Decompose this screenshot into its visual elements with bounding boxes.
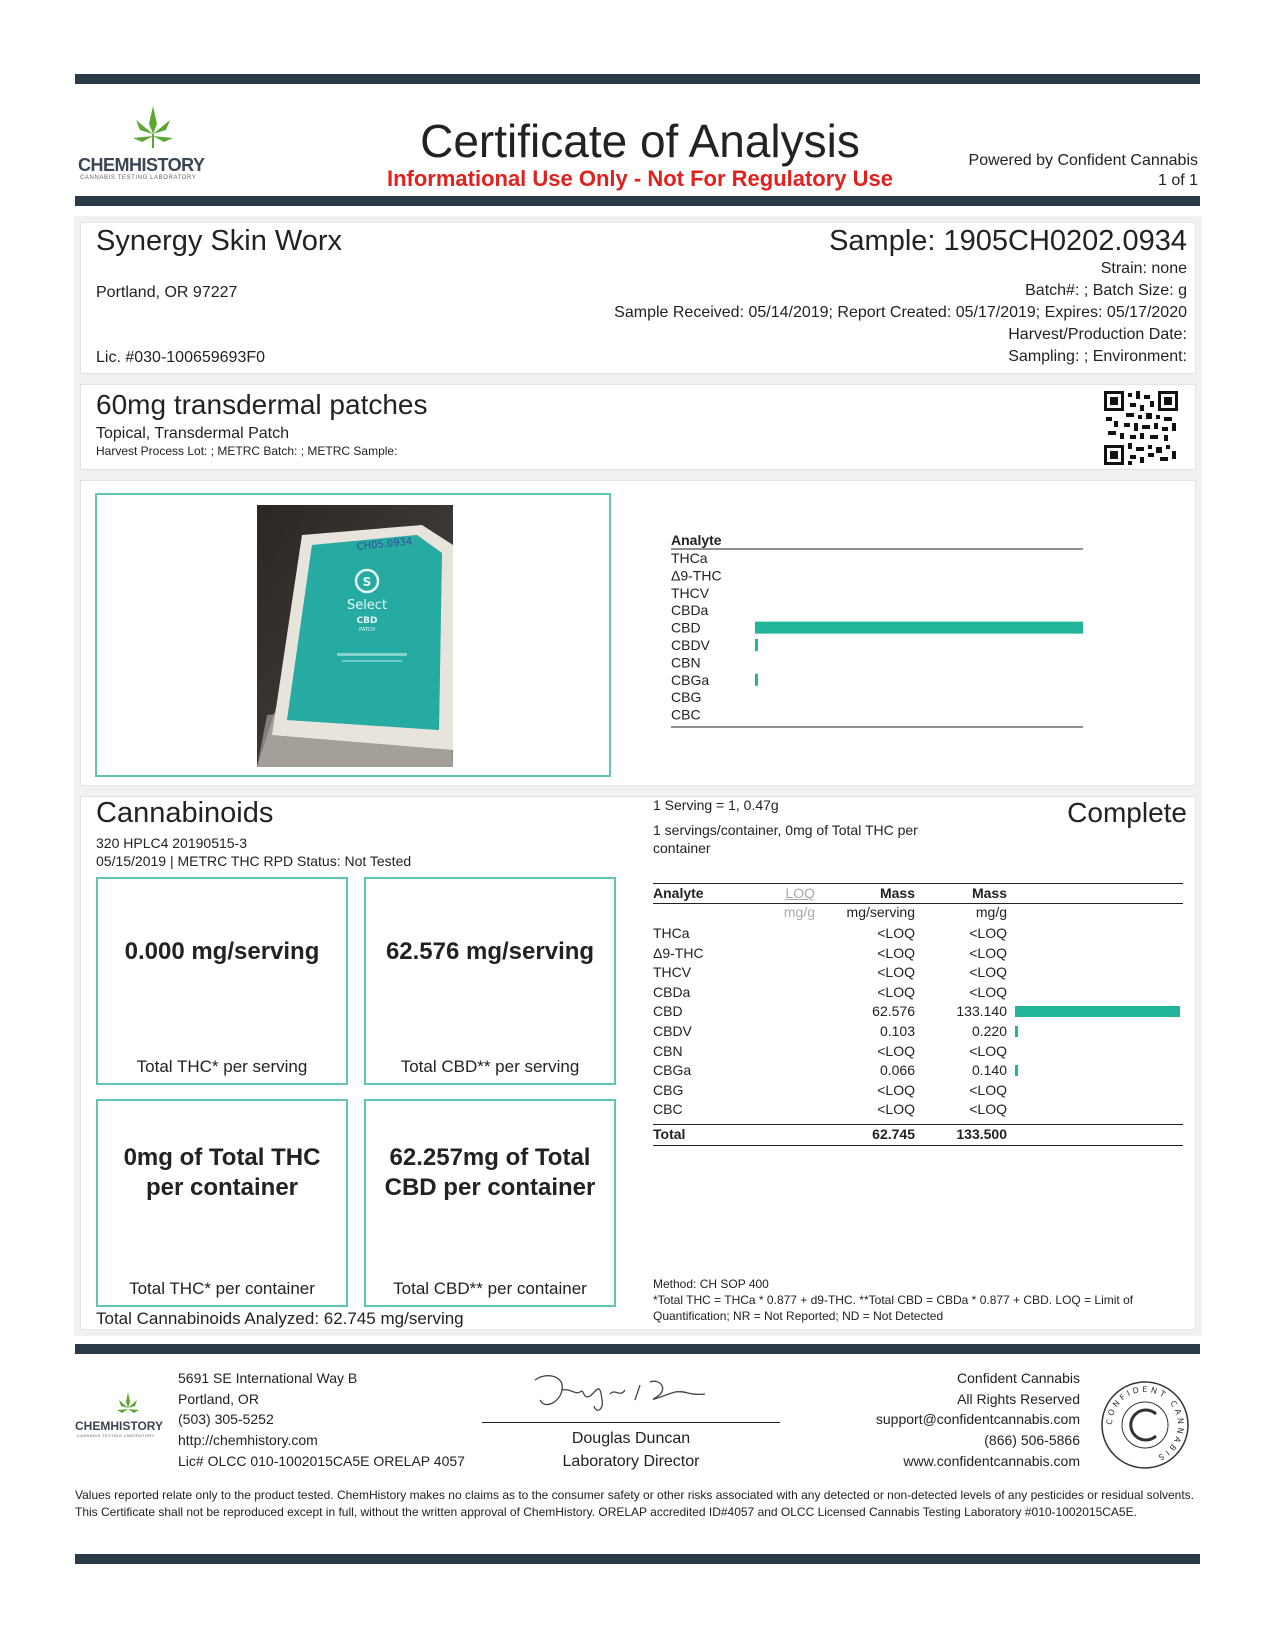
qr-code[interactable] <box>1104 391 1178 465</box>
sample-dates: Sample Received: 05/14/2019; Report Created: 05/17/2019; Expires: 05/17/2020 <box>614 304 1187 321</box>
cc-website[interactable]: www.confidentcannabis.com <box>903 1452 1080 1469</box>
total-thc-serving-label: Total THC* per serving <box>136 1057 308 1076</box>
row-mass-g: <LOQ <box>969 1101 1007 1118</box>
photo-chart-panel <box>80 480 1196 786</box>
footer-logo-tagline: CANNABIS TESTING LABORATORY <box>77 1433 155 1438</box>
product-panel <box>80 384 1196 470</box>
footer-divider <box>75 1344 1200 1354</box>
header-mass-serving: Mass <box>879 885 915 901</box>
total-cbd-container-value: 62.257mg of Total CBD per container <box>384 1144 596 1201</box>
chart-category-label: CBG <box>671 689 702 706</box>
table-row <box>653 1061 1173 1080</box>
analyte-bar-chart <box>671 531 1101 731</box>
total-thc-container-value: 0mg of Total THC per container <box>123 1144 321 1201</box>
total-thc-container-label: Total THC* per container <box>129 1279 315 1298</box>
unit-mass-serving: mg/serving <box>846 904 915 920</box>
chart-category-label: THCV <box>671 584 710 601</box>
logo-wordmark: CHEMHISTORY <box>78 155 205 175</box>
chart-category-label: CBDa <box>671 602 709 619</box>
total-thc-serving-box <box>96 877 348 1085</box>
sample-strain: Strain: none <box>1100 260 1187 277</box>
total-thc-container-box <box>96 1099 348 1307</box>
cc-phone[interactable]: (866) 506-5866 <box>984 1432 1080 1449</box>
chart-bar <box>755 674 758 686</box>
row-analyte: CBDV <box>653 1023 692 1039</box>
row-mass-g: <LOQ <box>969 1081 1007 1098</box>
client-license: Lic. #030-100659693F0 <box>96 349 266 366</box>
cannabinoids-method-line: 320 HPLC4 20190515-3 <box>96 835 248 851</box>
row-mass-serving: <LOQ <box>877 1042 915 1059</box>
header-analyte: Analyte <box>653 885 704 901</box>
table-row <box>653 963 1173 982</box>
cc-email[interactable]: support@confidentcannabis.com <box>875 1411 1080 1428</box>
table-row <box>653 1081 1173 1100</box>
row-mass-g: <LOQ <box>969 925 1007 941</box>
total-mass-serving: 62.745 <box>872 1126 915 1142</box>
footer-logo-wordmark: CHEMHISTORY <box>75 1419 164 1433</box>
client-sample-panel <box>80 222 1196 374</box>
lab-license: Lic# OLCC 010-1002015CA5E ORELAP 4057 <box>178 1452 465 1469</box>
row-bar <box>1015 1026 1018 1037</box>
director-name: Douglas Duncan <box>571 1430 691 1447</box>
results-table <box>653 883 1183 1203</box>
chart-category-label: CBC <box>671 706 701 723</box>
footnote-text: *Total THC = THCa * 0.877 + d9-THC. **Total CBD = CBDa * 0.877 + CBD. LOQ = Limit of Quantification; NR = Not Reported; ND = Not Detected <box>653 1293 1134 1323</box>
row-mass-serving: <LOQ <box>877 944 915 961</box>
product-name: 60mg transdermal patches <box>96 389 428 420</box>
row-mass-g: 0.140 <box>971 1062 1007 1079</box>
chart-bar <box>755 622 1083 634</box>
row-mass-g: 0.220 <box>971 1023 1007 1039</box>
product-lots: Harvest Process Lot: ; METRC Batch: ; METRC Sample: <box>96 444 398 458</box>
total-mass-g: 133.500 <box>956 1126 1007 1142</box>
header-loq: LOQ <box>785 885 815 901</box>
unit-loq: mg/g <box>783 904 815 920</box>
row-mass-serving: 0.103 <box>879 1023 915 1039</box>
unit-mass-g: mg/g <box>975 904 1007 920</box>
total-cbd-serving-value: 62.576 mg/serving <box>385 938 595 965</box>
chart-bar <box>755 639 758 651</box>
table-row <box>653 1002 1173 1021</box>
client-name: Synergy Skin Worx <box>96 225 343 257</box>
analyte-chart-svg <box>671 531 1101 731</box>
servings-note: 1 servings/container, 0mg of Total THC per container <box>653 822 918 856</box>
table-total-row <box>653 1125 1173 1144</box>
cannabinoids-panel <box>80 796 1196 1330</box>
serving-size: 1 Serving = 1, 0.47g <box>653 797 779 813</box>
logo-tagline: CANNABIS TESTING LABORATORY <box>80 175 197 181</box>
row-analyte: CBG <box>653 1081 684 1098</box>
sample-harvest: Harvest/Production Date: <box>1008 326 1187 343</box>
table-header-row <box>653 884 1173 903</box>
row-mass-serving: 0.066 <box>879 1062 915 1079</box>
product-type: Topical, Transdermal Patch <box>96 425 289 442</box>
lab-street: 5691 SE International Way B <box>178 1370 358 1386</box>
table-units-row <box>653 903 1173 922</box>
header-divider <box>75 196 1200 206</box>
row-analyte: CBD <box>653 1003 683 1020</box>
client-city: Portland, OR 97227 <box>96 284 238 301</box>
chart-category-label: CBDV <box>671 637 710 653</box>
chart-category-label: CBGa <box>671 671 710 688</box>
page-number: 1 of 1 <box>1157 172 1198 189</box>
row-analyte: CBC <box>653 1101 683 1118</box>
sample-sampling: Sampling: ; Environment: <box>1008 348 1187 365</box>
cannabinoids-date-line: 05/15/2019 | METRC THC RPD Status: Not Tested <box>96 853 412 869</box>
row-mass-g: <LOQ <box>969 1042 1007 1059</box>
row-analyte: CBN <box>653 1042 683 1059</box>
table-row <box>653 1100 1173 1119</box>
row-analyte: Δ9-THC <box>653 944 704 961</box>
total-cbd-serving-box <box>364 877 616 1085</box>
signature-line <box>482 1422 780 1423</box>
total-cbd-container-box <box>364 1099 616 1307</box>
row-mass-g: <LOQ <box>969 983 1007 1000</box>
powered-by: Powered by Confident Cannabis <box>968 152 1198 169</box>
photo-label-patch: PATCH <box>359 627 375 633</box>
top-bar <box>75 74 1200 84</box>
bottom-bar <box>75 1554 1200 1564</box>
table-row <box>653 1042 1173 1061</box>
total-analyzed: Total Cannabinoids Analyzed: 62.745 mg/serving <box>96 1309 464 1328</box>
photo-brand-text: Select <box>346 598 388 613</box>
row-mass-serving: <LOQ <box>877 983 915 1000</box>
row-analyte: CBDa <box>653 983 691 1000</box>
method-text: Method: CH SOP 400 <box>653 1277 769 1291</box>
sample-batch: Batch#: ; Batch Size: g <box>1025 282 1187 299</box>
director-signature <box>530 1370 730 1420</box>
seal-text: CONFIDENT CANNABIS <box>1104 1384 1186 1463</box>
row-mass-g: <LOQ <box>969 964 1007 981</box>
lab-address <box>178 1368 465 1472</box>
lab-city: Portland, OR <box>178 1390 259 1407</box>
chart-category-label: CBN <box>671 654 701 671</box>
total-thc-serving-value: 0.000 mg/serving <box>124 938 320 965</box>
table-row <box>653 944 1173 963</box>
chart-category-label: CBD <box>671 619 701 636</box>
row-mass-serving: <LOQ <box>877 1081 915 1098</box>
disclaimer: Values reported relate only to the product tested. ChemHistory makes no claims as to the consumer safety or other risks associated with any detected or non-detected levels of any pesticides or residual solvents. This Certificate shall not be reproduced except in full, without the written approval of ChemHistory. ORELAP accredited ID#4057 and OLCC Licensed Cannabis Testing Laboratory #010-1002015CA5E. <box>75 1488 1195 1519</box>
row-mass-serving: <LOQ <box>877 1101 915 1118</box>
table-row <box>653 1022 1173 1041</box>
row-analyte: CBGa <box>653 1062 692 1079</box>
sample-id: Sample: 1905CH0202.0934 <box>829 225 1187 257</box>
row-mass-serving: <LOQ <box>877 964 915 981</box>
confident-cannabis-info <box>840 1368 1080 1472</box>
page-title: Certificate of Analysis <box>420 115 860 167</box>
table-bottom-rule <box>653 1145 1183 1146</box>
total-cbd-serving-label: Total CBD** per serving <box>400 1057 580 1076</box>
table-row <box>653 983 1173 1002</box>
chart-category-label: Δ9-THC <box>671 567 722 584</box>
row-mass-g: 133.140 <box>956 1003 1007 1020</box>
header-mass-g: Mass <box>971 885 1007 901</box>
row-analyte: THCV <box>653 964 692 981</box>
svg-text:S: S <box>362 575 372 589</box>
total-label: Total <box>653 1126 686 1142</box>
row-bar <box>1015 1065 1018 1076</box>
table-row <box>653 924 1173 943</box>
chart-category-label: THCa <box>671 550 708 566</box>
product-photo[interactable] <box>257 505 453 767</box>
lab-phone[interactable]: (503) 305-5252 <box>178 1411 274 1428</box>
chart-header: Analyte <box>671 532 722 548</box>
page-subtitle: Informational Use Only - Not For Regulatory Use <box>386 166 894 191</box>
director-title: Laboratory Director <box>562 1453 700 1470</box>
lab-website[interactable]: http://chemhistory.com <box>178 1432 318 1449</box>
row-mass-serving: 62.576 <box>872 1003 915 1020</box>
cc-rights: All Rights Reserved <box>957 1390 1080 1407</box>
confident-cannabis-seal <box>1100 1380 1190 1470</box>
row-mass-g: <LOQ <box>969 944 1007 961</box>
row-bar <box>1015 1006 1180 1017</box>
photo-handwritten-note: CH05.0934 <box>356 536 413 553</box>
cc-name: Confident Cannabis <box>957 1370 1080 1386</box>
cannabinoids-title: Cannabinoids <box>96 797 274 829</box>
row-mass-serving: <LOQ <box>877 925 915 941</box>
product-photo-frame <box>95 493 611 777</box>
status-complete: Complete <box>1067 797 1187 828</box>
row-analyte: THCa <box>653 925 690 941</box>
total-cbd-container-label: Total CBD** per container <box>393 1279 587 1298</box>
photo-label-cbd: CBD <box>356 616 378 626</box>
